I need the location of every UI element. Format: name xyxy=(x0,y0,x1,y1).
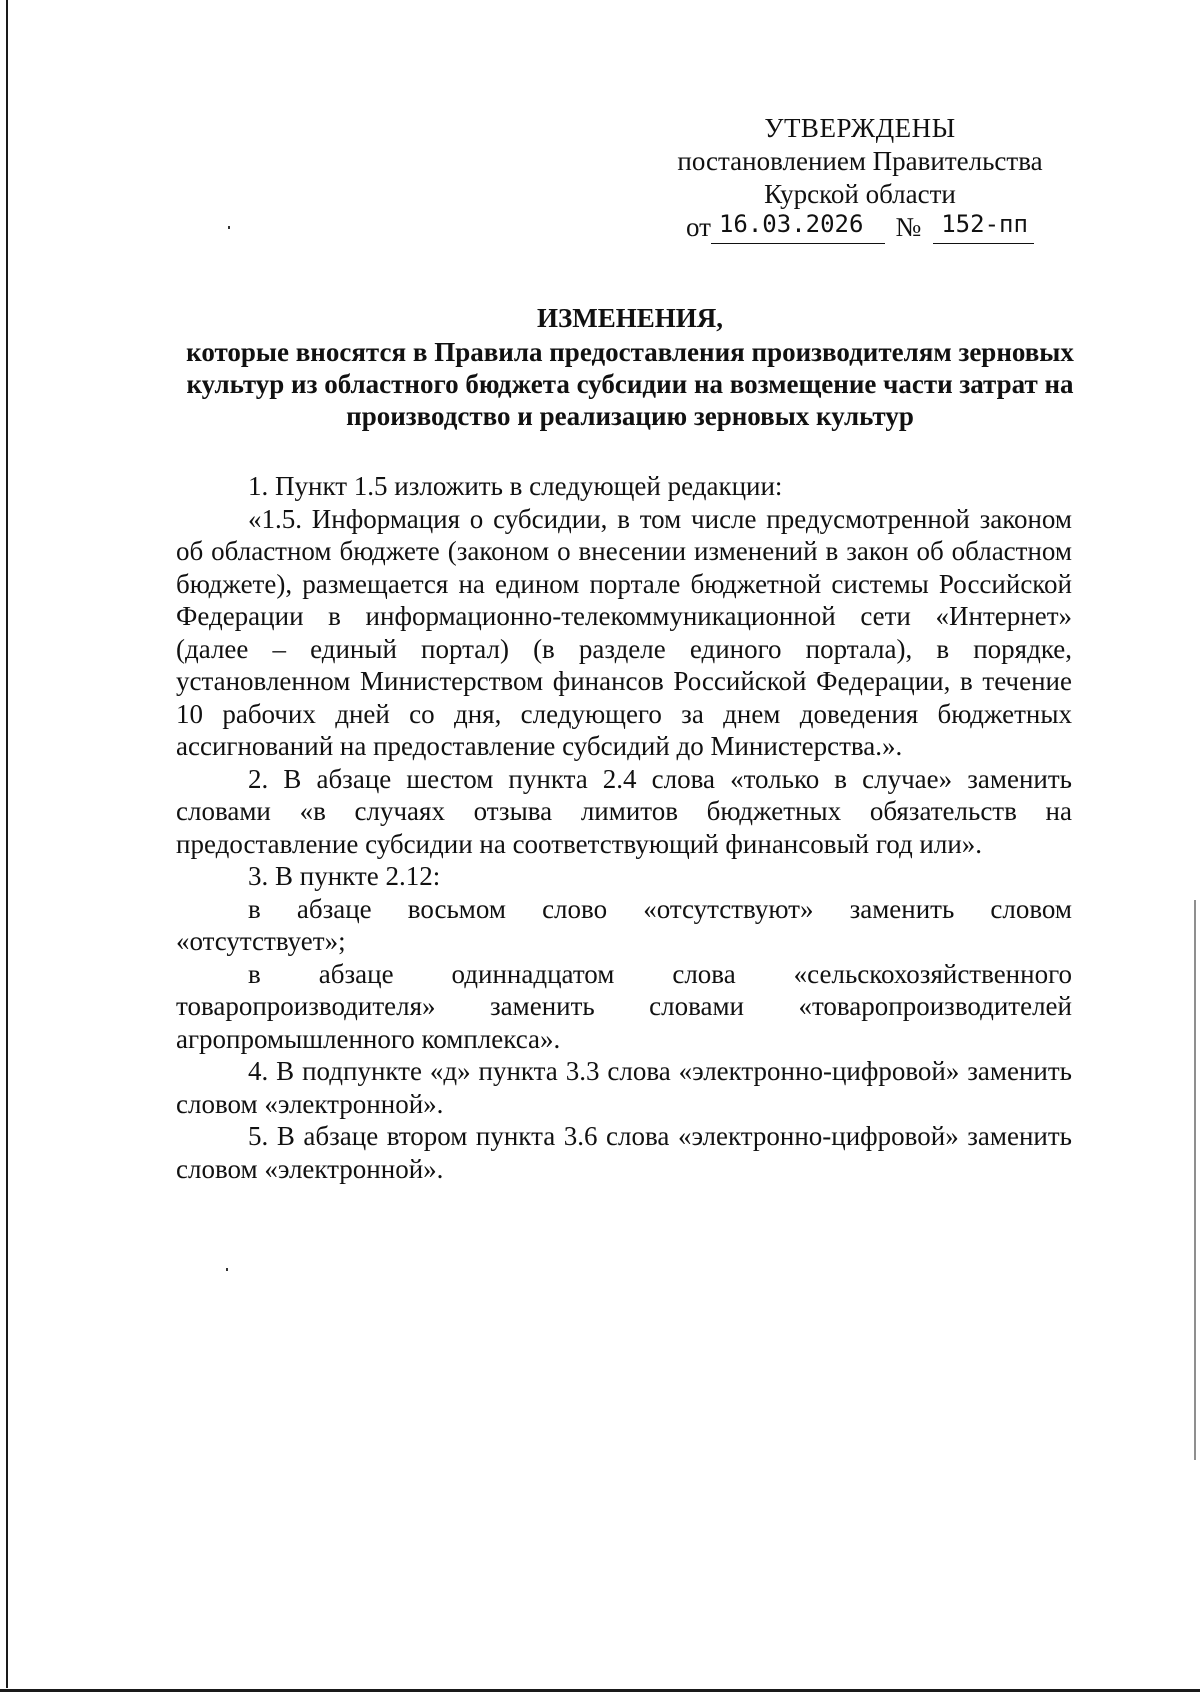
approval-date-line xyxy=(640,211,1080,244)
scan-speck xyxy=(228,226,230,229)
paragraph-1: 1. Пункт 1.5 изложить в следующей редакции: xyxy=(248,471,783,501)
scan-edge-right xyxy=(1194,900,1196,1460)
paragraph-3-sub-1: в абзаце восьмом слово «отсутствуют» заменить словом «отсутствует»; xyxy=(176,893,1072,956)
document-body xyxy=(176,470,1072,1185)
approval-line-1: постановлением Правительства xyxy=(677,146,1043,176)
approval-block xyxy=(640,112,1080,244)
heading-subtitle: которые вносятся в Правила предоставления производителям зерновых культур из областного бюджета субсидии на возмещение части затрат на производство и реализацию зерновых культур xyxy=(186,337,1074,431)
approval-number: 152-пп xyxy=(933,211,1034,244)
heading-title: ИЗМЕНЕНИЯ, xyxy=(536,303,723,333)
scan-edge-left xyxy=(6,0,8,1688)
paragraph-2: 2. В абзаце шестом пункта 2.4 слова «только в случае» заменить словами «в случаях отзыва лимитов бюджетных обязательств на предоставление субсидии на соответствующий финансовый год или». xyxy=(176,763,1072,859)
paragraph-4: 4. В подпункте «д» пункта 3.3 слова «электронно-цифровой» заменить словом «электронной». xyxy=(176,1056,1072,1119)
approval-line-2: Курской области xyxy=(764,179,956,209)
approval-date: 16.03.2026 xyxy=(711,211,886,244)
date-prefix: от xyxy=(686,212,711,242)
scan-speck xyxy=(226,1268,228,1271)
paragraph-3-sub-2: в абзаце одиннадцатом слова «сельскохозяйственного товаропроизводителя» заменить словами «товаропроизводителей агропромышленного комплекса». xyxy=(176,958,1072,1054)
approval-title: УТВЕРЖДЕНЫ xyxy=(764,113,956,143)
paragraph-5: 5. В абзаце втором пункта 3.6 слова «электронно-цифровой» заменить словом «электронной». xyxy=(176,1121,1072,1184)
scan-edge-bottom xyxy=(0,1689,1200,1692)
document-heading xyxy=(170,302,1090,432)
number-prefix: № xyxy=(895,212,922,242)
paragraph-1-5-text: «1.5. Информация о субсидии, в том числе предусмотренной законом об областном бюджете (законом о внесении изменений в закон об областном бюджете), размещается на едином портале бюджетной системы Российской Федерации в информационно-телекоммуникационной сети «Интернет» (далее – единый портал) (в разделе единого портала), в порядке, установленном Министерством финансов Российской Федерации, в течение 10 рабочих дней со дня, следующего за днем доведения бюджетных ассигнований на предоставление субсидий до Министерства.». xyxy=(176,503,1072,761)
paragraph-3: 3. В пункте 2.12: xyxy=(248,861,441,891)
